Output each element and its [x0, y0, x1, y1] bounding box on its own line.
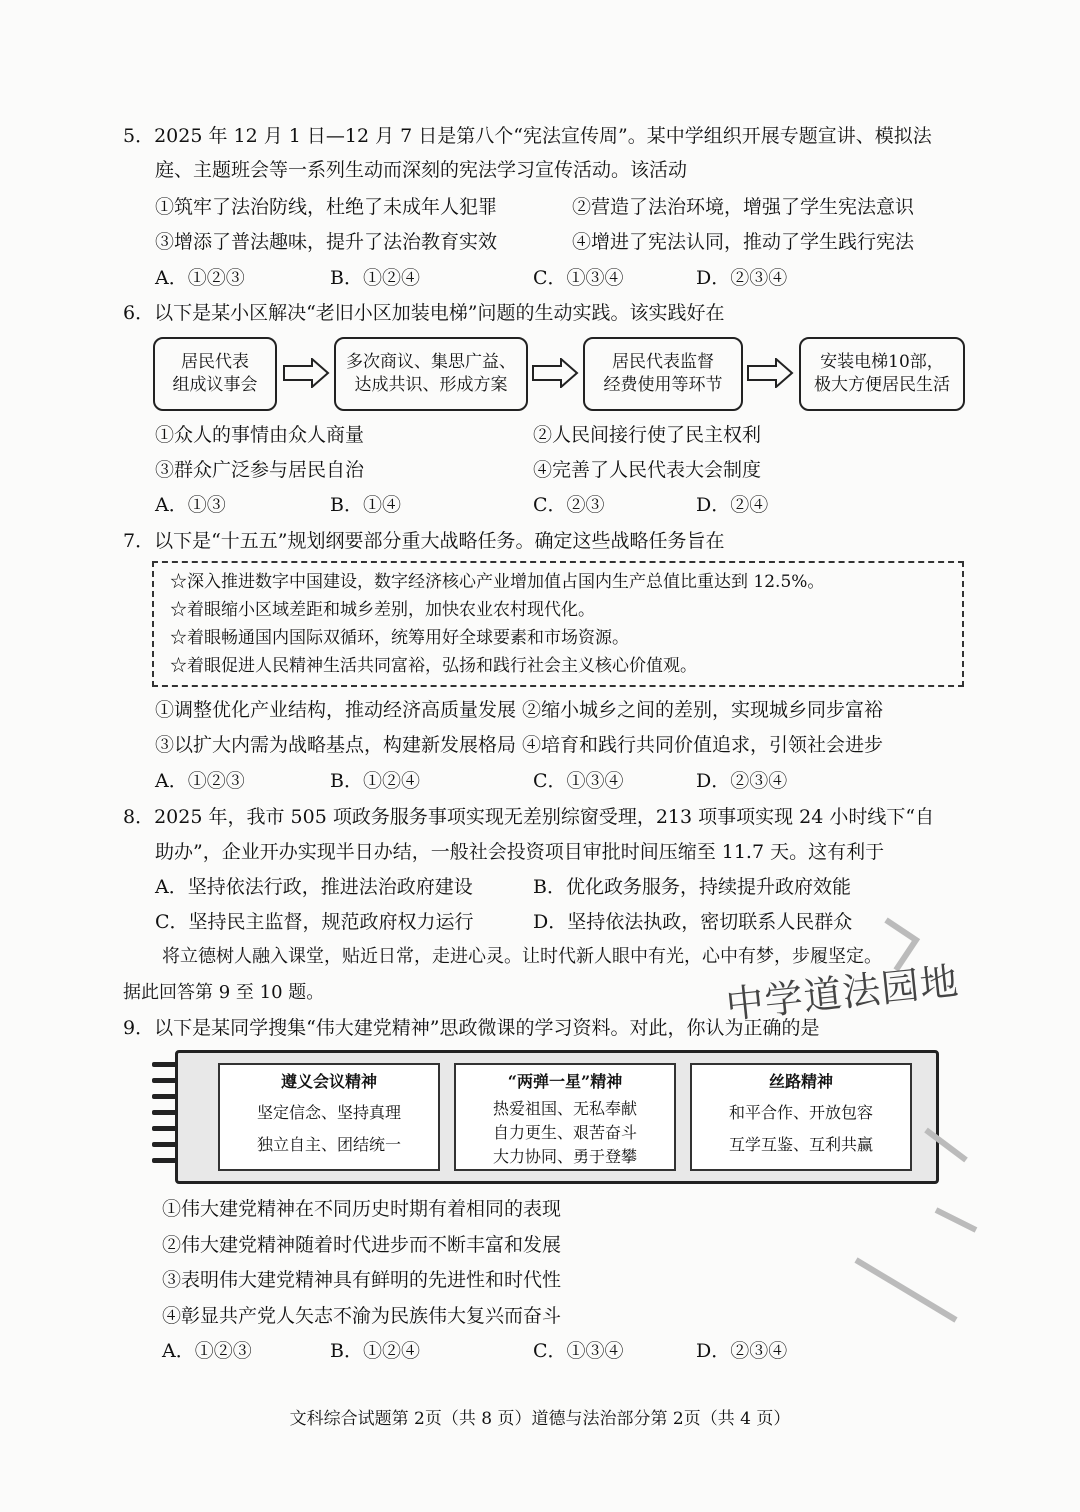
flow-arrow-icon — [282, 358, 330, 388]
q6-option-4: ④完善了人民代表大会制度 — [533, 459, 762, 481]
q9-card-silu-line2: 互学互鉴、互利共赢 — [728, 1135, 873, 1154]
q9-material-notebook — [175, 1050, 939, 1184]
q5-choice-b: B．①②④ — [330, 267, 420, 289]
q9-stem: 9．以下是某同学搜集“伟大建党精神”思政微课的学习资料。对此，你认为正确的是 — [123, 1017, 820, 1039]
q5-choice-a: A．①②③ — [155, 267, 245, 289]
q7-task-4: ☆着眼促进人民精神生活共同富裕，弘扬和践行社会主义核心价值观。 — [170, 656, 697, 676]
q8-option-b: B．优化政务服务，持续提升政府效能 — [533, 876, 851, 898]
q8-option-a: A．坚持依法行政，推进法治政府建设 — [155, 876, 473, 898]
flow-step-3-line1: 居民代表监督 — [612, 352, 714, 372]
q9-option-1: ①伟大建党精神在不同历史时期有着相同的表现 — [162, 1198, 562, 1220]
q6-stem: 6．以下是某小区解决“老旧小区加装电梯”问题的生动实践。该实践好在 — [123, 302, 725, 324]
flow-step-2-line2: 达成共识、形成方案 — [354, 375, 508, 395]
q6-choice-b: B．①④ — [330, 494, 401, 516]
q7-task-3: ☆着眼畅通国内国际双循环，统筹用好全球要素和市场资源。 — [170, 628, 629, 648]
q9-choice-a: A．①②③ — [162, 1340, 252, 1362]
q7-choice-a: A．①②③ — [155, 770, 245, 792]
q9-choice-b: B．①②④ — [330, 1340, 420, 1362]
q9-option-3: ③表明伟大建党精神具有鲜明的先进性和时代性 — [162, 1269, 562, 1291]
q9-option-2: ②伟大建党精神随着时代进步而不断丰富和发展 — [162, 1234, 562, 1256]
q6-option-3: ③群众广泛参与居民自治 — [155, 459, 365, 481]
page-footer: 文科综合试题第 2页（共 8 页）道德与法治部分第 2页（共 4 页） — [289, 1409, 791, 1429]
flow-step-4-line1: 安装电梯10部， — [820, 352, 944, 372]
q9-card-zunyi-line2: 独立自主、团结统一 — [256, 1135, 401, 1154]
q6-option-1: ①众人的事情由众人商量 — [155, 424, 365, 446]
q8-option-c: C．坚持民主监督，规范政府权力运行 — [155, 911, 474, 933]
flow-step-1-line1: 居民代表 — [181, 352, 249, 372]
q9-card-liangdanyixing — [454, 1063, 676, 1171]
q9-card-liangdanyixing-line2: 自力更生、艰苦奋斗 — [492, 1123, 637, 1142]
q5-option-2: ②营造了法治环境，增强了学生宪法意识 — [572, 196, 915, 218]
q5-choice-d: D．②③④ — [696, 267, 788, 289]
q6-choice-c: C．②③ — [533, 494, 605, 516]
section-intro-line1: 将立德树人融入课堂，贴近日常，走进心灵。让时代新人眼中有光，心中有梦，步履坚定。 — [162, 946, 882, 967]
q9-card-zunyi — [218, 1063, 440, 1171]
q9-card-zunyi-line1: 坚定信念、坚持真理 — [256, 1103, 401, 1122]
q6-choice-d: D．②④ — [696, 494, 769, 516]
q5-stem-line1: 5．2025 年 12 月 1 日—12 月 7 日是第八个“宪法宣传周”。某中学组织开展专题宣讲、模拟法 — [123, 125, 932, 147]
q7-task-2: ☆着眼缩小区域差距和城乡差别，加快农业农村现代化。 — [170, 600, 595, 620]
q9-card-liangdanyixing-line3: 大力协同、勇于登攀 — [492, 1147, 637, 1166]
q7-choice-c: C．①③④ — [533, 770, 624, 792]
q9-card-silu-title: 丝路精神 — [768, 1072, 833, 1091]
flow-step-1 — [153, 337, 277, 411]
flow-step-4-line2: 极大方便居民生活 — [814, 375, 950, 395]
flow-arrow-icon — [531, 358, 579, 388]
q9-card-liangdanyixing-line1: 热爱祖国、无私奉献 — [492, 1099, 637, 1118]
q9-choice-c: C．①③④ — [533, 1340, 624, 1362]
q7-choice-d: D．②③④ — [696, 770, 788, 792]
q9-card-silu-line1: 和平合作、开放包容 — [728, 1103, 873, 1122]
q7-options-3-4: ③以扩大内需为战略基点，构建新发展格局 ④培育和践行共同价值追求，引领社会进步 — [155, 734, 884, 756]
q7-stem: 7．以下是“十五五”规划纲要部分重大战略任务。确定这些战略任务旨在 — [123, 530, 725, 552]
flow-step-3 — [583, 337, 743, 411]
flow-step-1-line2: 组成议事会 — [172, 375, 258, 395]
section-intro-line2: 据此回答第 9 至 10 题。 — [123, 982, 325, 1003]
q6-choice-a: A．①③ — [155, 494, 226, 516]
q7-task-box — [152, 561, 964, 687]
q7-options-1-2: ①调整优化产业结构，推动经济高质量发展 ②缩小城乡之间的差别，实现城乡同步富裕 — [155, 699, 884, 721]
q9-card-zunyi-title: 遵义会议精神 — [280, 1072, 377, 1091]
flow-step-2 — [334, 337, 528, 411]
q8-stem-line2: 助办”，企业开办实现半日办结，一般社会投资项目审批时间压缩至 11.7 天。这有利于 — [155, 841, 885, 863]
flow-step-4 — [799, 337, 965, 411]
q9-choice-d: D．②③④ — [696, 1340, 788, 1362]
flow-step-2-line1: 多次商议、集思广益、 — [346, 352, 516, 372]
q5-option-1: ①筑牢了法治防线，杜绝了未成年人犯罪 — [155, 196, 498, 218]
q8-stem-line1: 8．2025 年，我市 505 项政务服务事项实现无差别综窗受理，213 项事项实现 24 小时线下“自 — [123, 806, 935, 828]
q5-choice-c: C．①③④ — [533, 267, 624, 289]
q5-option-3: ③增添了普法趣味，提升了法治教育实效 — [155, 231, 498, 253]
flow-arrow-icon — [746, 358, 794, 388]
q5-stem-line2: 庭、主题班会等一系列生动而深刻的宪法学习宣传活动。该活动 — [155, 159, 688, 181]
q7-choice-b: B．①②④ — [330, 770, 420, 792]
watermark-text: 中学道法园地 — [723, 958, 962, 1028]
watermark-pattern-icon — [826, 880, 986, 1340]
flow-step-3-line2: 经费使用等环节 — [603, 375, 723, 395]
q5-option-4: ④增进了宪法认同，推动了学生践行宪法 — [572, 231, 915, 253]
q8-option-d: D．坚持依法执政，密切联系人民群众 — [533, 911, 853, 933]
q6-option-2: ②人民间接行使了民主权利 — [533, 424, 762, 446]
q9-card-liangdanyixing-title: “两弹一星”精神 — [507, 1072, 623, 1091]
q9-option-4: ④彰显共产党人矢志不渝为民族伟大复兴而奋斗 — [162, 1305, 562, 1327]
q7-task-1: ☆深入推进数字中国建设，数字经济核心产业增加值占国内生产总值比重达到 12.5%。 — [170, 572, 825, 592]
